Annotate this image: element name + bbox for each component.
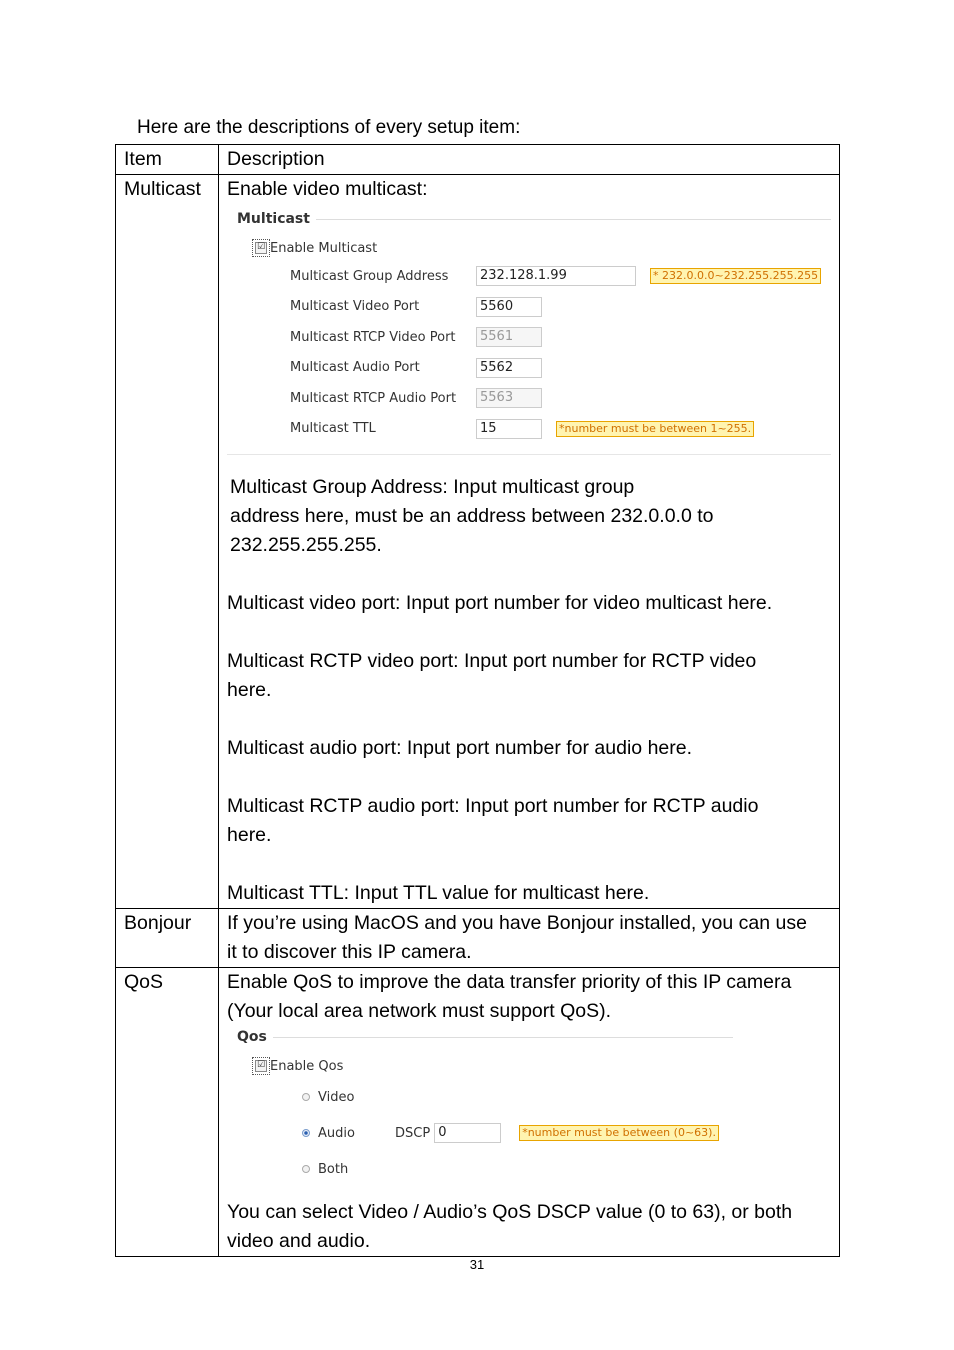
audio-radio[interactable] <box>302 1129 310 1137</box>
dscp-range-hint: *number must be between (0~63). <box>519 1125 719 1141</box>
item-multicast: Multicast <box>116 175 219 909</box>
multicast-group-address-input[interactable]: 232.128.1.99 <box>476 266 636 286</box>
qos-settings-screenshot <box>227 1026 733 1198</box>
qos-footer-line1: You can select Video / Audio’s QoS DSCP value (0 to 63), or both <box>227 1201 793 1223</box>
multicast-group-address-label: Multicast Group Address <box>290 268 449 284</box>
dscp-input[interactable]: 0 <box>434 1123 501 1143</box>
qos-line2: (Your local area network must support QoS). <box>227 1000 612 1022</box>
qos-footer-line2: video and audio. <box>227 1230 371 1252</box>
table-header-row <box>116 145 840 175</box>
desc-group-line2: address here, must be an address between 232.0.0.0 to <box>230 505 714 527</box>
enable-qos-checkbox[interactable] <box>252 1057 270 1075</box>
multicast-rtcp-audio-port-row <box>227 383 831 414</box>
multicast-audio-port-label: Multicast Audio Port <box>290 360 420 376</box>
multicast-ttl-label: Multicast TTL <box>290 421 376 437</box>
video-radio-label: Video <box>318 1089 355 1105</box>
multicast-lead: Enable video multicast: <box>227 178 428 200</box>
audio-radio-label: Audio <box>318 1125 355 1141</box>
enable-multicast-checkbox[interactable] <box>252 239 270 257</box>
description-multicast <box>219 175 840 909</box>
desc-group-line1: Multicast Group Address: Input multicast group <box>230 476 635 498</box>
multicast-rtcp-video-port-row <box>227 322 831 353</box>
both-radio[interactable] <box>302 1165 310 1173</box>
bonjour-line2: it to discover this IP camera. <box>227 941 472 963</box>
desc-rtcp-audio-line2: here. <box>227 824 272 846</box>
enable-multicast-row[interactable] <box>252 237 831 259</box>
multicast-legend <box>227 207 831 231</box>
qos-line1: Enable QoS to improve the data transfer priority of this IP camera <box>227 971 792 993</box>
multicast-video-port-row <box>227 292 831 323</box>
header-description: Description <box>219 145 840 175</box>
desc-video-port: Multicast video port: Input port number for video multicast here. <box>227 592 773 614</box>
multicast-legend-label: Multicast <box>237 210 310 227</box>
multicast-video-port-input[interactable]: 5560 <box>476 297 542 317</box>
desc-group-line3: 232.255.255.255. <box>230 534 382 556</box>
desc-rtcp-video-line1: Multicast RCTP video port: Input port number for RCTP video <box>227 650 757 672</box>
header-item: Item <box>116 145 219 175</box>
multicast-ttl-input[interactable]: 15 <box>476 419 542 439</box>
enable-qos-row[interactable] <box>252 1055 733 1077</box>
table-row <box>116 909 840 968</box>
item-bonjour: Bonjour <box>116 909 219 968</box>
desc-ttl: Multicast TTL: Input TTL value for multicast here. <box>227 882 650 904</box>
desc-rtcp-video-line2: here. <box>227 679 272 701</box>
multicast-rtcp-audio-port-label: Multicast RTCP Audio Port <box>290 390 457 406</box>
description-qos <box>219 968 840 1257</box>
qos-both-option[interactable] <box>302 1151 733 1187</box>
multicast-audio-port-input[interactable]: 5562 <box>476 358 542 378</box>
item-qos: QoS <box>116 968 219 1257</box>
table-row <box>116 175 840 909</box>
page-number: 31 <box>469 1257 485 1272</box>
multicast-address-range-hint: * 232.0.0.0~232.255.255.255 <box>650 268 821 284</box>
table-row <box>116 968 840 1257</box>
dscp-label: DSCP <box>395 1125 431 1141</box>
multicast-video-port-label: Multicast Video Port <box>290 299 420 315</box>
qos-audio-option[interactable] <box>302 1115 733 1151</box>
multicast-settings-screenshot <box>227 207 831 469</box>
bonjour-line1: If you’re using MacOS and you have Bonjour installed, you can use <box>227 912 807 934</box>
enable-multicast-label: Enable Multicast <box>270 240 378 256</box>
multicast-ttl-hint: *number must be between 1~255. <box>556 421 754 437</box>
description-bonjour <box>219 909 840 968</box>
multicast-rtcp-video-port-label: Multicast RTCP Video Port <box>290 329 456 345</box>
desc-audio-port: Multicast audio port: Input port number for audio here. <box>227 737 693 759</box>
multicast-rtcp-video-port-input: 5561 <box>476 327 542 347</box>
checkmark-icon: ☑ <box>256 242 266 252</box>
checkmark-icon: ☑ <box>256 1060 266 1070</box>
multicast-ttl-row <box>227 414 831 445</box>
multicast-group-address-row <box>227 261 831 292</box>
enable-qos-label: Enable Qos <box>270 1058 344 1074</box>
qos-legend <box>227 1026 733 1048</box>
video-radio[interactable] <box>302 1093 310 1101</box>
qos-video-option[interactable] <box>302 1079 733 1115</box>
both-radio-label: Both <box>318 1161 349 1177</box>
setup-items-table <box>115 144 840 1257</box>
multicast-rtcp-audio-port-input: 5563 <box>476 388 542 408</box>
desc-rtcp-audio-line1: Multicast RCTP audio port: Input port number for RCTP audio <box>227 795 759 817</box>
qos-legend-label: Qos <box>237 1028 267 1045</box>
multicast-audio-port-row <box>227 353 831 384</box>
intro-text: Here are the descriptions of every setup item: <box>137 117 521 138</box>
